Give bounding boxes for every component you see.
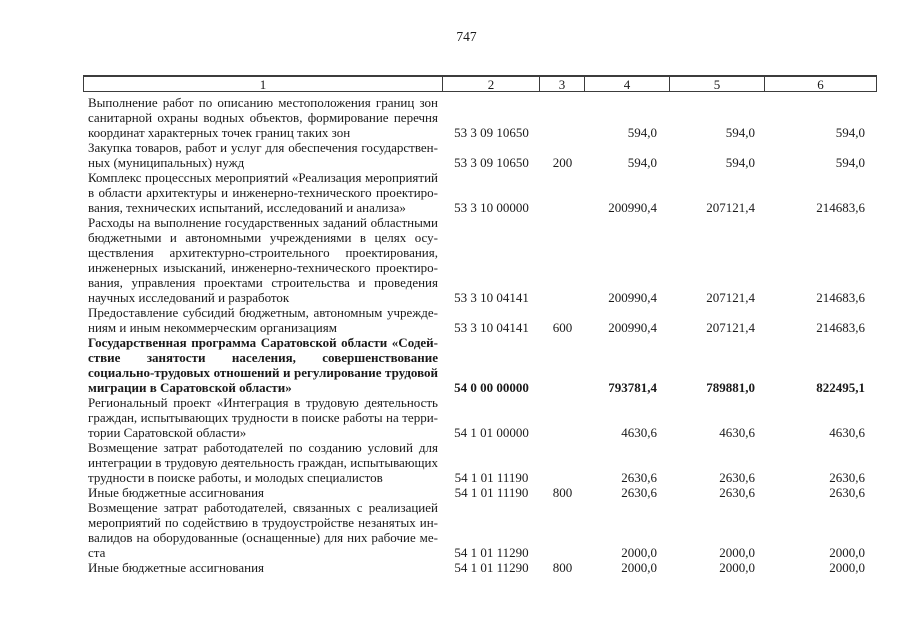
cell-amount-year1: 200990,4 [608, 320, 657, 335]
cell-code: 54 1 01 11290 [454, 545, 529, 560]
table-row [83, 305, 877, 335]
cell-code: 53 3 10 00000 [454, 200, 529, 215]
page-number: 747 [456, 29, 477, 44]
cell-amount-year2: 2630,6 [719, 485, 755, 500]
cell-amount-year2: 2630,6 [719, 470, 755, 485]
cell-amount-year3: 2630,6 [829, 485, 865, 500]
table-row [83, 560, 877, 575]
cell-group: 200 [552, 155, 573, 170]
cell-name: Региональный проект «Интеграция в трудовую деятельность граждан, испытывающих трудности в поиске работы на территории Саратовской области» [88, 395, 438, 440]
table-row [83, 140, 877, 170]
cell-code: 53 3 09 10650 [454, 155, 529, 170]
cell-amount-year2: 207121,4 [706, 290, 755, 305]
cell-amount-year3: 4630,6 [829, 425, 865, 440]
column-header-5: 5 [670, 77, 765, 91]
cell-amount-year3: 214683,6 [816, 320, 865, 335]
column-header-6: 6 [817, 76, 824, 92]
cell-name: Иные бюджетные ассигнования [88, 485, 265, 500]
cell-amount-year1: 200990,4 [608, 290, 657, 305]
cell-name: Предоставление субсидий бюджетным, автономным учреждениям и иным некоммерческим организациям [88, 305, 438, 335]
cell-amount-year2: 2000,0 [719, 545, 755, 560]
column-header-3: 3 [540, 77, 585, 91]
cell-group: 800 [552, 485, 573, 500]
cell-amount-year3: 214683,6 [816, 200, 865, 215]
cell-code: 54 1 01 11290 [454, 560, 529, 575]
cell-name: Возмещение затрат работодателей по созданию условий для интеграции в трудовую деятельность граждан, испытывающих трудности в поиске работы, и молодых специалистов [88, 440, 438, 485]
cell-amount-year2: 789881,0 [706, 380, 755, 395]
cell-group: 600 [552, 320, 573, 335]
table-header-row [83, 75, 877, 92]
cell-amount-year1: 2630,6 [621, 470, 657, 485]
cell-amount-year1: 2000,0 [621, 560, 657, 575]
cell-amount-year1: 793781,4 [608, 380, 657, 395]
cell-amount-year3: 2000,0 [829, 560, 865, 575]
cell-amount-year3: 214683,6 [816, 290, 865, 305]
cell-amount-year2: 4630,6 [719, 425, 755, 440]
cell-amount-year3: 2630,6 [829, 470, 865, 485]
table-row [83, 170, 877, 215]
cell-amount-year1: 594,0 [627, 125, 657, 140]
cell-name: Государственная программа Саратовской области «Содействие занятости населения, совершенствование социально-трудовых отношений и регулирование трудовой миграции в Саратовской области» [88, 335, 438, 395]
cell-code: 54 1 01 00000 [454, 425, 529, 440]
table-row [83, 500, 877, 560]
cell-code: 53 3 10 04141 [454, 290, 529, 305]
cell-amount-year1: 2000,0 [621, 545, 657, 560]
table-row-program-total [83, 335, 877, 395]
cell-name: Расходы на выполнение государственных заданий областными бюджетными и автономными учреждениями в целях осуществления архитектурно-строительного проектирования, инженерных изысканий, инженерно-технического проектирования, управления проектами строительства и проведения научных исследований и разработок [88, 215, 438, 305]
cell-amount-year3: 594,0 [835, 155, 865, 170]
cell-amount-year1: 594,0 [627, 155, 657, 170]
cell-code: 54 0 00 00000 [454, 380, 529, 395]
cell-name: Комплекс процессных мероприятий «Реализация мероприятий в области архитектуры и инженерно-технического проектирования, технических испытаний, исследований и анализа» [88, 170, 438, 215]
budget-table [83, 75, 877, 575]
cell-name: Иные бюджетные ассигнования [88, 560, 265, 575]
cell-amount-year3: 594,0 [835, 125, 865, 140]
cell-amount-year3: 2000,0 [829, 545, 865, 560]
table-row [83, 395, 877, 440]
table-row [83, 215, 877, 305]
cell-amount-year2: 594,0 [725, 155, 755, 170]
cell-code: 54 1 01 11190 [454, 470, 529, 485]
column-header-1: 1 [84, 77, 443, 91]
cell-name: Возмещение затрат работодателей, связанных с реализацией мероприятий по содействию в трудоустройстве незанятых инвалидов на оборудованные (оснащенные) для них рабочие места [88, 500, 438, 560]
column-header-4: 4 [585, 77, 670, 91]
cell-amount-year1: 200990,4 [608, 200, 657, 215]
cell-amount-year2: 207121,4 [706, 200, 755, 215]
cell-amount-year3: 822495,1 [816, 380, 865, 395]
cell-code: 54 1 01 11190 [454, 485, 529, 500]
cell-name: Закупка товаров, работ и услуг для обеспечения государственных (муниципальных) нужд [88, 140, 438, 170]
cell-group: 800 [552, 560, 573, 575]
cell-code: 53 3 10 04141 [454, 320, 529, 335]
table-row [83, 95, 877, 140]
table-row [83, 485, 877, 500]
cell-amount-year1: 4630,6 [621, 425, 657, 440]
cell-name: Выполнение работ по описанию местоположения границ зон санитарной охраны водных объектов, формирование перечня координат характерных точек границ таких зон [88, 95, 438, 140]
cell-amount-year1: 2630,6 [621, 485, 657, 500]
cell-amount-year2: 207121,4 [706, 320, 755, 335]
cell-amount-year2: 594,0 [725, 125, 755, 140]
table-body [83, 92, 877, 575]
cell-code: 53 3 09 10650 [454, 125, 529, 140]
table-row [83, 440, 877, 485]
cell-amount-year2: 2000,0 [719, 560, 755, 575]
column-header-2: 2 [443, 77, 540, 91]
